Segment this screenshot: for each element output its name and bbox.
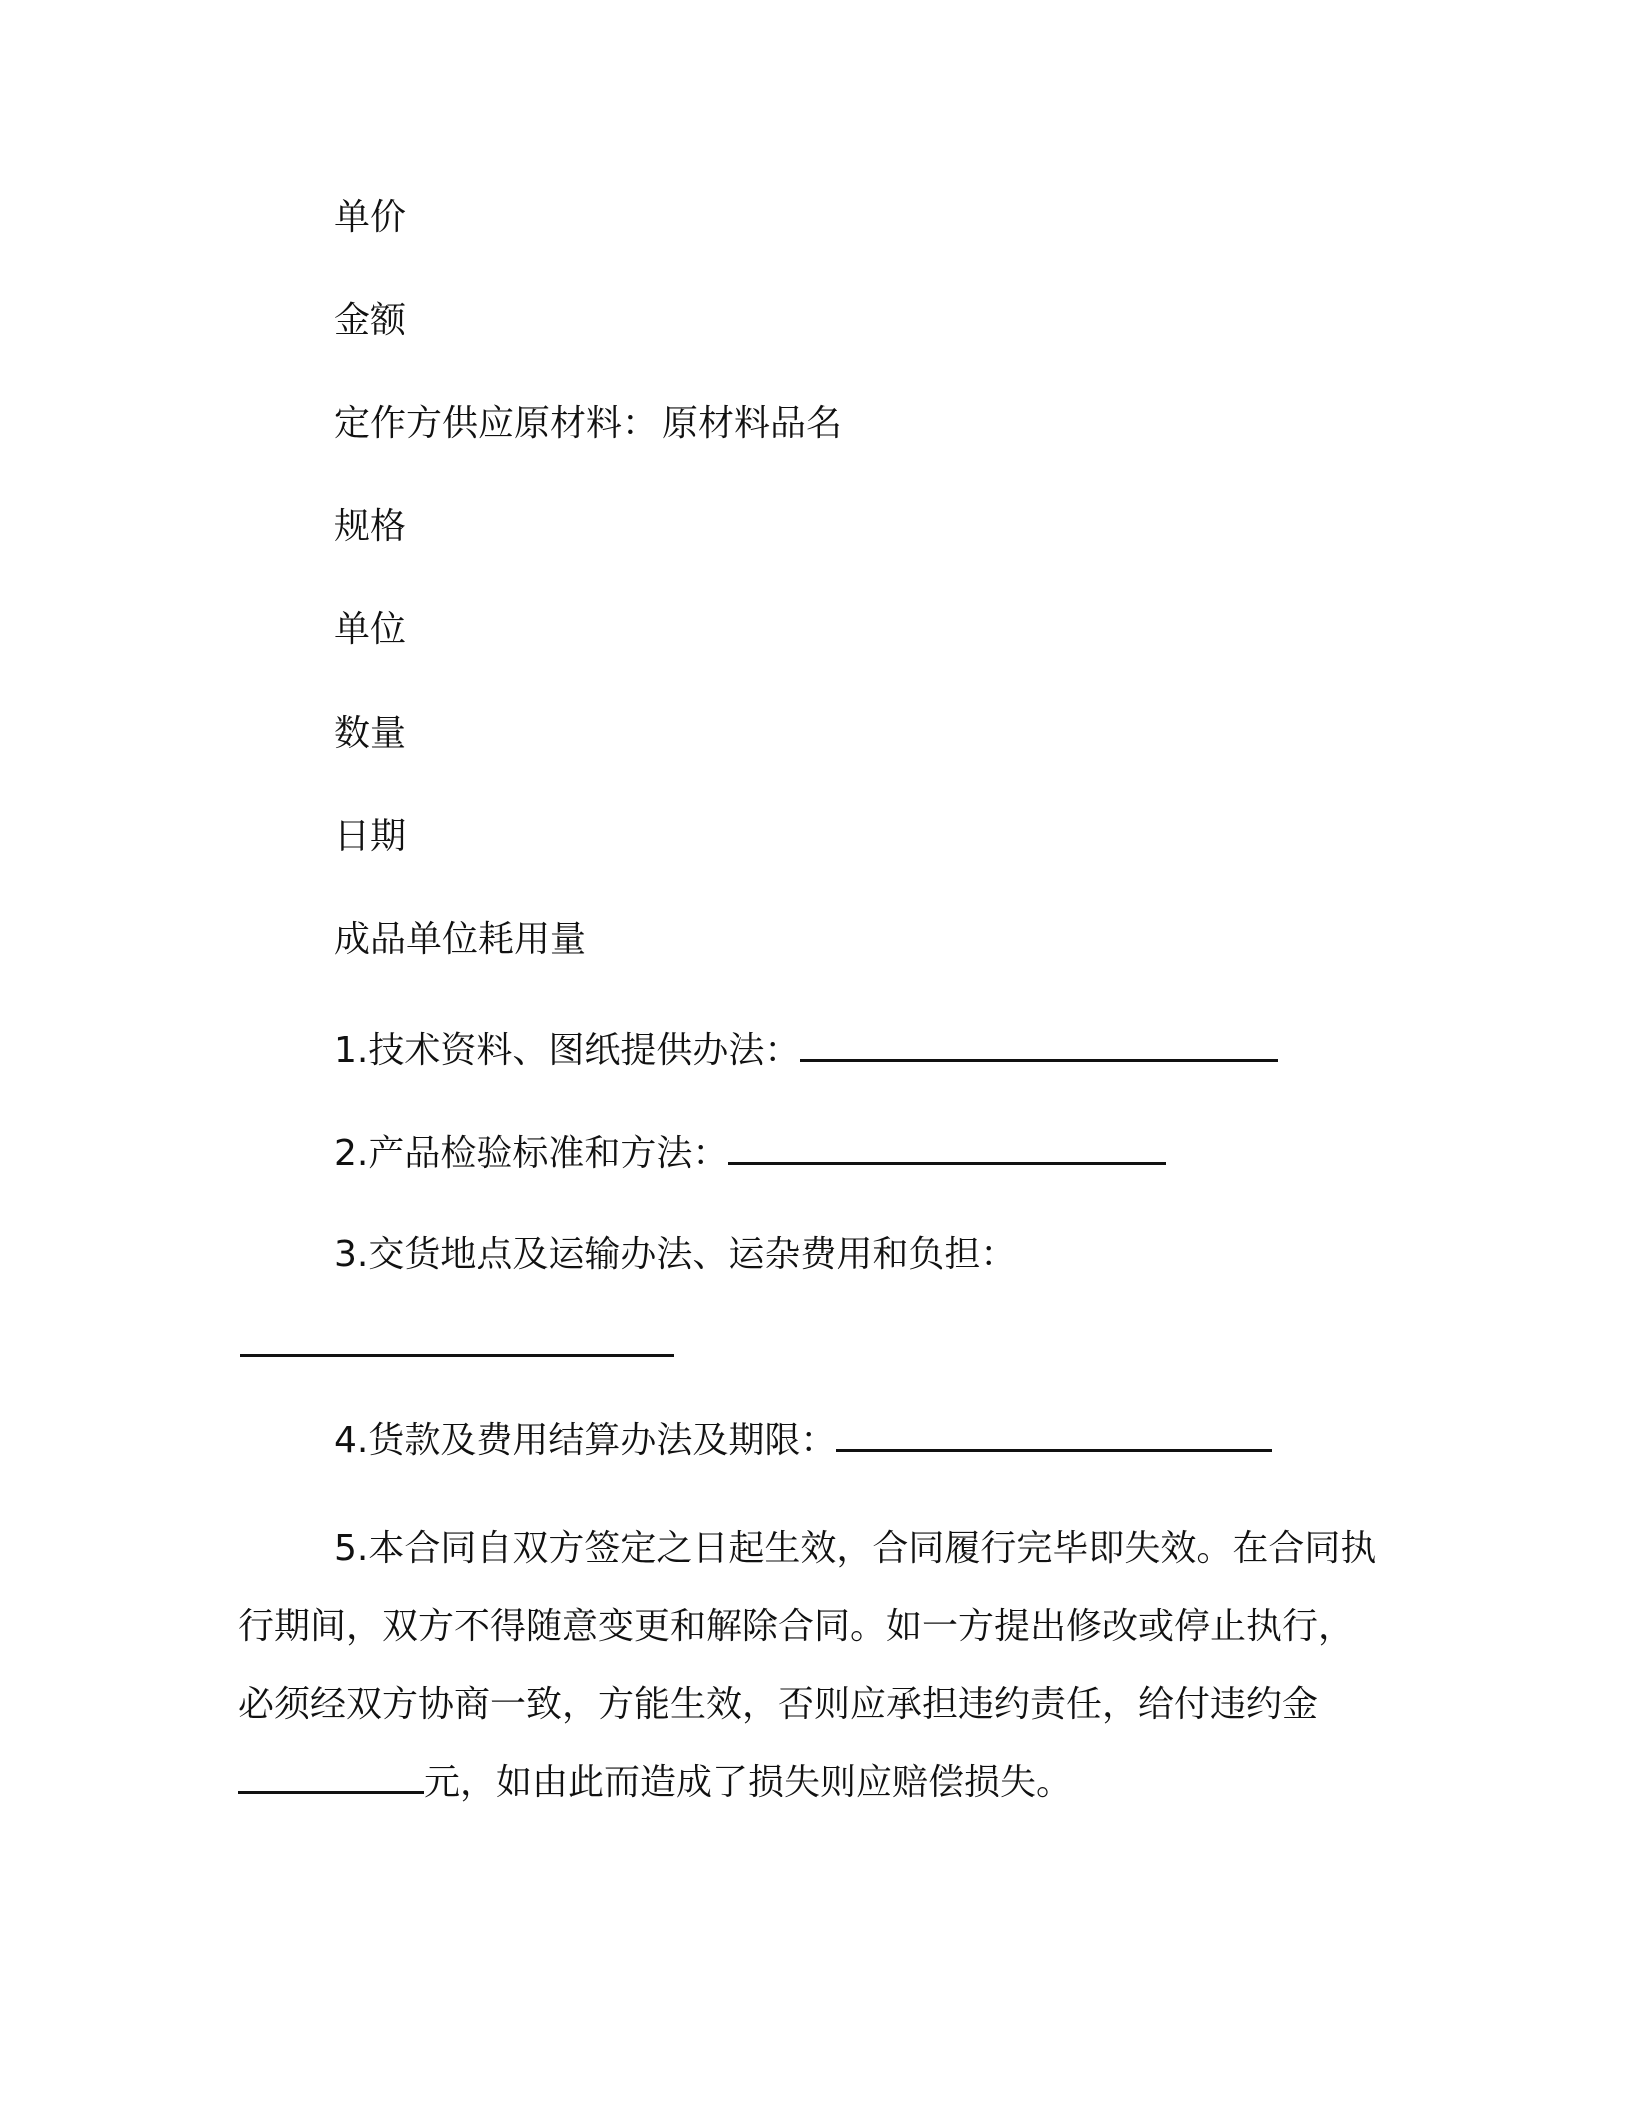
field-date: 日期 <box>334 816 407 857</box>
clause-5 <box>238 1510 1378 1822</box>
material-name-label: 原材料品名 <box>662 403 843 444</box>
field-amount: 金额 <box>334 300 407 341</box>
clause-5-text-end: 元，如由此而造成了损失则应赔偿损失。 <box>424 1762 1073 1803</box>
material-supply-label: 定作方供应原材料： <box>334 403 659 444</box>
clause-4 <box>334 1415 1272 1465</box>
clause-5-text: 5.本合同自双方签定之日起生效，合同履行完毕即失效。在合同执行期间，双方不得随意变更和解除合同。如一方提出修改或停止执行，必须经双方协商一致，方能生效，否则应承担违约责任，给付违约金 <box>238 1528 1377 1725</box>
clause-1-text: 1.技术资料、图纸提供办法： <box>334 1030 801 1071</box>
field-unit: 单位 <box>334 609 407 650</box>
field-spec: 规格 <box>334 506 407 547</box>
clause-5-blank[interactable] <box>238 1757 424 1794</box>
field-material-supply <box>334 400 842 448</box>
field-unit-price: 单价 <box>334 197 407 238</box>
clause-3: 3.交货地点及运输办法、运杂费用和负担： <box>334 1234 1017 1275</box>
clause-2 <box>334 1128 1166 1178</box>
clause-1 <box>334 1025 1278 1075</box>
clause-1-blank[interactable] <box>800 1025 1278 1062</box>
field-unit-consumption: 成品单位耗用量 <box>334 919 587 960</box>
clause-4-blank[interactable] <box>836 1415 1272 1452</box>
clause-3-blank[interactable] <box>240 1320 674 1357</box>
field-quantity: 数量 <box>334 713 407 754</box>
clause-4-text: 4.货款及费用结算办法及期限： <box>334 1420 837 1461</box>
clause-2-blank[interactable] <box>728 1128 1166 1165</box>
clause-2-text: 2.产品检验标准和方法： <box>334 1133 729 1174</box>
